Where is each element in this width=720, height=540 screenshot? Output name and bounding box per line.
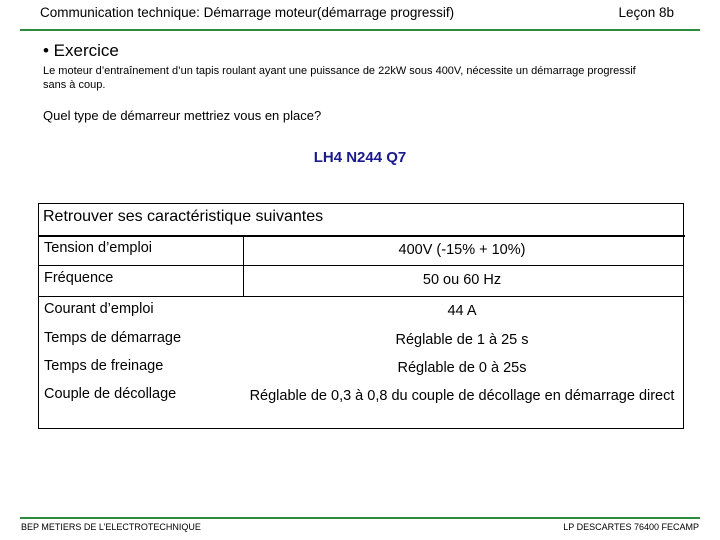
lesson-label: Leçon 8b [618,5,674,20]
footer-divider [20,517,700,519]
footer-school-program: BEP METIERS DE L’ELECTROTECHNIQUE [21,522,201,532]
exercise-question: Quel type de démarreur mettriez vous en place? [43,108,322,123]
header-divider [20,29,700,31]
row-label: Tension d’emploi [44,240,153,256]
row-label: Couple de décollage [44,386,177,402]
row-value: Réglable de 1 à 25 s [395,332,529,348]
table-row [39,382,683,428]
product-reference: LH4 N244 Q7 [313,149,407,166]
table-row [39,354,683,383]
exercise-heading: • Exercice [43,41,119,60]
row-value: Réglable de 0 à 25s [397,360,527,376]
exercise-text: Le moteur d’entraînement d’un tapis roulant ayant une puissance de 22kW sous 400V, nécessite un démarrage progressif sans à coup. [43,65,636,91]
characteristics-table [38,203,684,429]
row-value: Réglable de 0,3 à 0,8 du couple de décollage en démarrage direct [249,388,675,404]
footer-school-name: LP DESCARTES 76400 FECAMP [563,522,699,532]
page-header-title: Communication technique: Démarrage moteur(démarrage progressif) [40,5,455,20]
table-row [39,297,683,326]
table-row [39,326,683,355]
table-row [39,266,683,297]
row-label: Courant d’emploi [44,301,154,317]
row-label: Fréquence [44,270,114,286]
row-value: 400V (-15% + 10%) [398,242,526,258]
row-value: 44 A [447,303,477,319]
table-row [39,236,683,266]
table-title: Retrouver ses caractéristique suivantes [43,208,324,225]
row-label: Temps de démarrage [44,330,182,346]
row-label: Temps de freinage [44,358,164,374]
row-value: 50 ou 60 Hz [422,272,502,288]
